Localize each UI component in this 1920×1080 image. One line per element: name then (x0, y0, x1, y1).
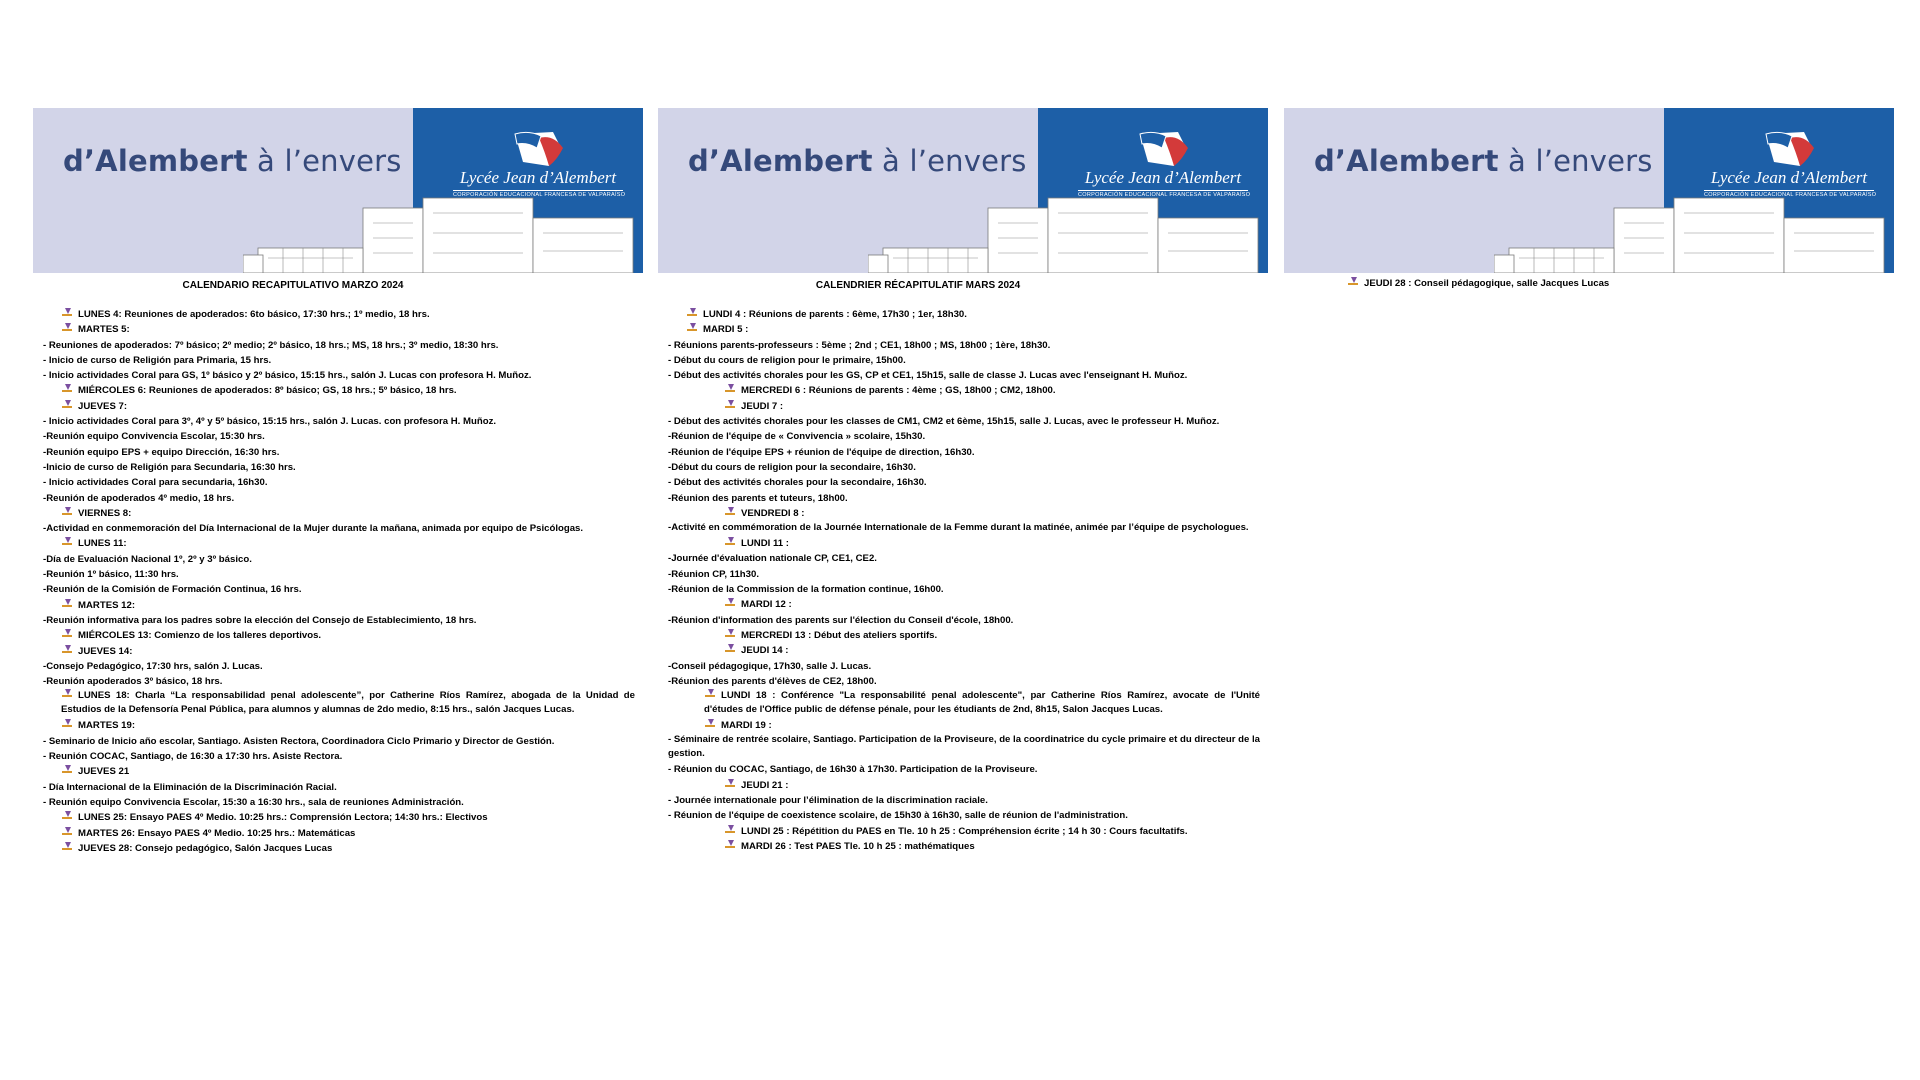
banner-title: d’Alembert à l’envers (63, 144, 402, 178)
list-item: JUEVES 28: Consejo pedagógico, Salón Jacques Lucas (43, 841, 635, 856)
list-item: - Réunion du COCAC, Santiago, de 16h30 à 17h30. Participation de la Proviseure. (668, 764, 1038, 776)
list-item: - Séminaire de rentrée scolaire, Santiago. Participation de la Proviseure, de la coordinatrice du cycle primaire et du directeur de la gestion. (668, 734, 1260, 760)
list-item: -Réunion CP, 11h30. (668, 568, 759, 580)
list-item: - Día Internacional de la Eliminación de la Discriminación Racial. (43, 781, 337, 793)
list-item: LUNDI 18 : Conférence "La responsabilité penal adolescente", par Catherine Ríos Ramírez, avocate de l'Unité d'études de l'Office public de défense pénale, pour les étudiants de 2nd, 8h15, Salon Jacques Lucas. (704, 690, 1260, 716)
list-item: - Réunions parents-professeurs : 5ème ; 2nd ; CE1, 18h00 ; MS, 18h00 ; 1ère, 18h30. (668, 339, 1051, 351)
list-item: LUNDI 4 : Réunions de parents : 6ème, 17h30 ; 1er, 18h30. (668, 307, 1260, 322)
arrow-bullet-icon (61, 629, 73, 639)
list-item: MARDI 26 : Test PAES Tle. 10 h 25 : mathématiques (668, 839, 1260, 854)
arrow-bullet-icon (724, 537, 736, 547)
list-item: - Inicio actividades Coral para secundaria, 16h30. (43, 477, 268, 489)
list-item: -Conseil pédagogique, 17h30, salle J. Lucas. (668, 660, 872, 672)
list-item: -Consejo Pedagógico, 17:30 hrs, salón J. Lucas. (43, 660, 263, 672)
list-item: JUEVES 14: (43, 644, 635, 659)
arrow-bullet-icon (724, 629, 736, 639)
arrow-bullet-icon (686, 323, 698, 333)
arrow-bullet-icon (61, 719, 73, 729)
flag-emblem-icon (1704, 128, 1874, 170)
list-item: -Reunión de apoderados 4º medio, 18 hrs. (43, 492, 235, 504)
document-page-continuation (1284, 108, 1894, 1008)
arrow-bullet-icon (61, 384, 73, 394)
arrow-bullet-icon (704, 689, 716, 699)
list-item: -Réunion de l'équipe EPS + réunion de l'équipe de direction, 16h30. (668, 446, 975, 458)
list-item: MARTES 19: (43, 718, 635, 733)
list-item: -Activité en commémoration de la Journée Internationale de la Femme durant la matinée, animée par l’équipe de psychologues. (668, 522, 1249, 534)
calendar-title: CALENDRIER RÉCAPITULATIF MARS 2024 (815, 280, 1021, 291)
list-item: JEUDI 14 : (668, 643, 1260, 658)
page-banner (658, 108, 1268, 273)
list-item: MIÉRCOLES 6: Reuniones de apoderados: 8º básico; GS, 18 hrs.; 5º básico, 18 hrs. (43, 383, 635, 398)
list-item: -Reunión apoderados 3º básico, 18 hrs. (43, 676, 223, 688)
list-item: MERCREDI 6 : Réunions de parents : 4ème ; GS, 18h00 ; CM2, 18h00. (668, 383, 1260, 398)
arrow-bullet-icon (61, 507, 73, 517)
arrow-bullet-icon (724, 384, 736, 394)
arrow-bullet-icon (61, 645, 73, 655)
list-item: - Inicio actividades Coral para 3º, 4º y 5º básico, 15:15 hrs., salón J. Lucas. con profesora H. Muñoz. (43, 416, 497, 428)
list-item: MARDI 12 : (668, 597, 1260, 612)
list-item: MARDI 5 : (668, 322, 1260, 337)
school-logo: Lycée Jean d’Alembert CORPORACIÓN EDUCACIONAL FRANCESA DE VALPARAÍSO (453, 128, 623, 208)
arrow-bullet-icon (61, 599, 73, 609)
list-item: MARTES 12: (43, 598, 635, 613)
list-item: - Réunion de l'équipe de coexistence scolaire, de 15h30 à 16h30, salle de réunion de l'administration. (668, 810, 1128, 822)
document-page-spanish (33, 108, 643, 1008)
list-item: LUNDI 25 : Répétition du PAES en Tle. 10 h 25 : Compréhension écrite ; 14 h 30 : Cours facultatifs. (668, 824, 1260, 839)
list-item: JEUDI 28 : Conseil pédagogique, salle Jacques Lucas (1294, 276, 1886, 291)
arrow-bullet-icon (61, 323, 73, 333)
page-banner (33, 108, 643, 273)
list-item: LUNES 25: Ensayo PAES 4º Medio. 10:25 hrs.: Comprensión Lectora; 14:30 hrs.: Electivos (43, 810, 635, 825)
list-item: -Reunión equipo Convivencia Escolar, 15:30 hrs. (43, 431, 265, 443)
list-item: - Journée internationale pour l’élimination de la discrimination raciale. (668, 795, 988, 807)
banner-title: d’Alembert à l’envers (688, 144, 1027, 178)
arrow-bullet-icon (61, 811, 73, 821)
list-item: JEUDI 7 : (668, 399, 1260, 414)
school-logo: Lycée Jean d’Alembert CORPORACIÓN EDUCACIONAL FRANCESA DE VALPARAÍSO (1704, 128, 1874, 208)
list-item: -Journée d'évaluation nationale CP, CE1, CE2. (668, 553, 877, 565)
list-item: JUEVES 7: (43, 399, 635, 414)
arrow-bullet-icon (724, 598, 736, 608)
calendar-list (658, 307, 1268, 854)
page-banner (1284, 108, 1894, 273)
flag-emblem-icon (1078, 128, 1248, 170)
arrow-bullet-icon (724, 779, 736, 789)
list-item: - Reunión equipo Convivencia Escolar, 15:30 a 16:30 hrs., sala de reuniones Administración. (43, 796, 464, 808)
arrow-bullet-icon (704, 719, 716, 729)
calendar-list (33, 307, 643, 856)
list-item: -Actividad en conmemoración del Día Internacional de la Mujer durante la mañana, animada por equipo de Psicólogas. (43, 523, 584, 535)
list-item: - Seminario de Inicio año escolar, Santiago. Asisten Rectora, Coordinadora Ciclo Primario y Director de Gestión. (43, 735, 555, 747)
list-item: JEUDI 21 : (668, 778, 1260, 793)
list-item: -Réunion des parents et tuteurs, 18h00. (668, 492, 848, 504)
arrow-bullet-icon (724, 840, 736, 850)
arrow-bullet-icon (61, 842, 73, 852)
arrow-bullet-icon (61, 400, 73, 410)
list-item: -Réunion de l'équipe de « Convivencia » scolaire, 15h30. (668, 431, 926, 443)
arrow-bullet-icon (61, 537, 73, 547)
flag-emblem-icon (453, 128, 623, 170)
arrow-bullet-icon (724, 400, 736, 410)
calendar-title: CALENDARIO RECAPITULATIVO MARZO 2024 (182, 280, 404, 291)
arrow-bullet-icon (724, 644, 736, 654)
list-item: LUNDI 11 : (668, 536, 1260, 551)
list-item: -Réunion d'information des parents sur l'élection du Conseil d'école, 18h00. (668, 614, 1014, 626)
list-item: MERCREDI 13 : Début des ateliers sportifs. (668, 628, 1260, 643)
list-item: - Début des activités chorales pour la secondaire, 16h30. (668, 477, 927, 489)
list-item: -Inicio de curso de Religión para Secundaria, 16:30 hrs. (43, 461, 296, 473)
arrow-bullet-icon (724, 825, 736, 835)
list-item: -Reunión informativa para los padres sobre la elección del Consejo de Establecimiento, 18 hrs. (43, 614, 477, 626)
list-item: - Début des activités chorales pour les GS, CP et CE1, 15h15, salle de classe J. Lucas avec l'enseignant H. Muñoz. (668, 370, 1188, 382)
arrow-bullet-icon (61, 765, 73, 775)
arrow-bullet-icon (61, 827, 73, 837)
arrow-bullet-icon (724, 507, 736, 517)
list-item: MIÉRCOLES 13: Comienzo de los talleres deportivos. (43, 628, 635, 643)
arrow-bullet-icon (686, 308, 698, 318)
list-item: LUNES 18: Charla “La responsabilidad penal adolescente”, por Catherine Ríos Ramírez, abogada de la Unidad de Estudios de la Defensoría Penal Pública, para alumnos y alumnas de 2do medio, 8:15 hrs., salón Jacques Lucas. (61, 690, 635, 716)
list-item: LUNES 4: Reuniones de apoderados: 6to básico, 17:30 hrs.; 1º medio, 18 hrs. (43, 307, 635, 322)
list-item: - Reunión COCAC, Santiago, de 16:30 a 17:30 hrs. Asiste Rectora. (43, 751, 343, 763)
list-item: JUEVES 21 (43, 764, 635, 779)
arrow-bullet-icon (1347, 277, 1359, 287)
arrow-bullet-icon (61, 308, 73, 318)
list-item: -Reunión 1º básico, 11:30 hrs. (43, 569, 179, 581)
banner-title: d’Alembert à l’envers (1314, 144, 1653, 178)
school-logo: Lycée Jean d’Alembert CORPORACIÓN EDUCACIONAL FRANCESA DE VALPARAÍSO (1078, 128, 1248, 208)
list-item: LUNES 11: (43, 536, 635, 551)
list-item: -Día de Evaluación Nacional 1º, 2º y 3º básico. (43, 553, 252, 565)
list-item: - Début des activités chorales pour les classes de CM1, CM2 et 6ème, 15h15, salle J. Lucas, avec le professeur H. Muñoz. (668, 416, 1220, 428)
list-item: - Reuniones de apoderados: 7º básico; 2º medio; 2º básico, 18 hrs.; MS, 18 hrs.; 3º medio, 18:30 hrs. (43, 339, 499, 351)
list-item: MARTES 5: (43, 322, 635, 337)
list-item: VIERNES 8: (43, 506, 635, 521)
list-item: MARDI 19 : (668, 718, 1260, 733)
list-item: -Reunión equipo EPS + equipo Dirección, 16:30 hrs. (43, 446, 280, 458)
document-page-french (658, 108, 1268, 1008)
list-item: -Début du cours de religion pour la secondaire, 16h30. (668, 461, 916, 473)
list-item: -Réunion des parents d'élèves de CE2, 18h00. (668, 675, 877, 687)
list-item: - Inicio actividades Coral para GS, 1º básico y 2º básico, 15:15 hrs., salón J. Lucas con profesora H. Muñoz. (43, 370, 532, 382)
list-item: - Début du cours de religion pour le primaire, 15h00. (668, 354, 906, 366)
calendar-list (1284, 276, 1894, 291)
list-item: MARTES 26: Ensayo PAES 4º Medio. 10:25 hrs.: Matemáticas (43, 826, 635, 841)
list-item: VENDREDI 8 : (668, 506, 1260, 521)
arrow-bullet-icon (61, 689, 73, 699)
list-item: - Inicio de curso de Religión para Primaria, 15 hrs. (43, 354, 272, 366)
list-item: -Reunión de la Comisión de Formación Continua, 16 hrs. (43, 584, 302, 596)
list-item: -Réunion de la Commission de la formation continue, 16h00. (668, 584, 944, 596)
